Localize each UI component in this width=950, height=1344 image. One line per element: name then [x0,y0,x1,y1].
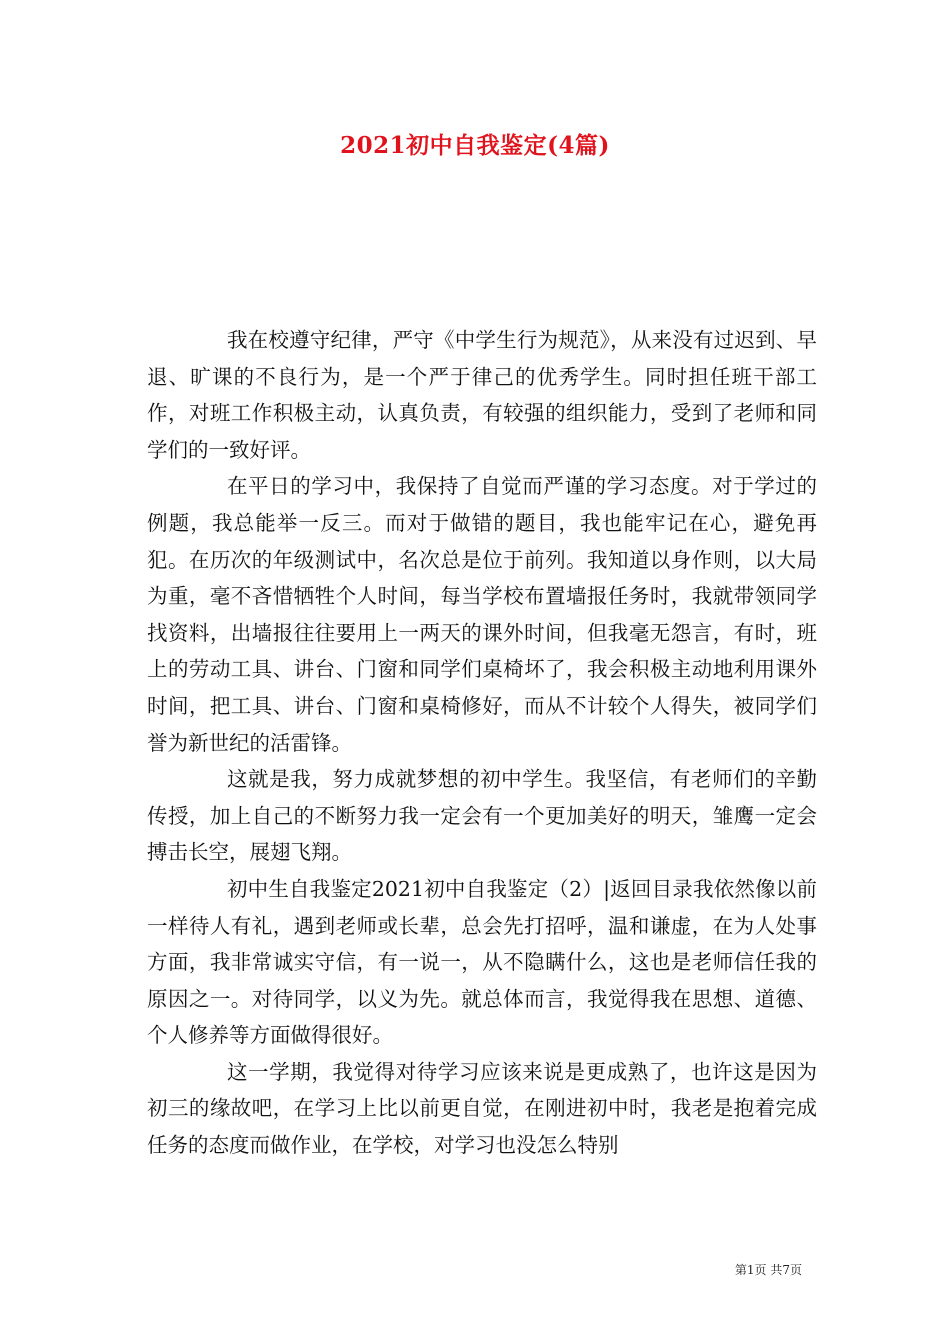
paragraph-4: 初中生自我鉴定2021初中自我鉴定（2）|返回目录我依然像以前一样待人有礼，遇到老师或长辈，总会先打招呼，温和谦虚，在为人处事方面，我非常诚实守信，有一说一，从不隐瞒什么，这也是老师信任我的原因之一。对待同学，以义为先。就总体而言，我觉得我在思想、道德、个人修养等方面做得很好。 [147,876,817,1048]
document-title: 2021初中自我鉴定(4篇) [340,132,610,159]
paragraph-3: 这就是我，努力成就梦想的初中学生。我坚信，有老师们的辛勤传授，加上自己的不断努力我一定会有一个更加美好的明天，雏鹰一定会搏击长空，展翅飞翔。 [147,767,817,865]
paragraph-5: 这一学期，我觉得对待学习应该来说是更成熟了，也许这是因为初三的缘故吧，在学习上比以前更自觉，在刚进初中时，我老是抱着完成任务的态度而做作业，在学校，对学习也没怎么特别 [147,1059,817,1158]
paragraph-1: 我在校遵守纪律，严守《中学生行为规范》，从来没有过迟到、早退、旷课的不良行为，是一个严于律己的优秀学生。同时担任班干部工作，对班工作积极主动，认真负责，有较强的组织能力，受到了老师和同学们的一致好评。 [147,328,817,462]
paragraph-2: 在平日的学习中，我保持了自觉而严谨的学习态度。对于学过的例题，我总能举一反三。而对于做错的题目，我也能牢记在心，避免再犯。在历次的年级测试中，名次总是位于前列。我知道以身作则，以大局为重，毫不吝惜牺牲个人时间，每当学校布置墙报任务时，我就带领同学找资料，出墙报往往要用上一两天的课外时间，但我毫无怨言，有时，班上的劳动工具、讲台、门窗和同学们桌椅坏了，我会积极主动地利用课外时间，把工具、讲台、门窗和桌椅修好，而从不计较个人得失，被同学们誉为新世纪的活雷锋。 [147,474,817,755]
document-body [147,322,817,1164]
page-number: 第1页 共7页 [734,1263,802,1277]
